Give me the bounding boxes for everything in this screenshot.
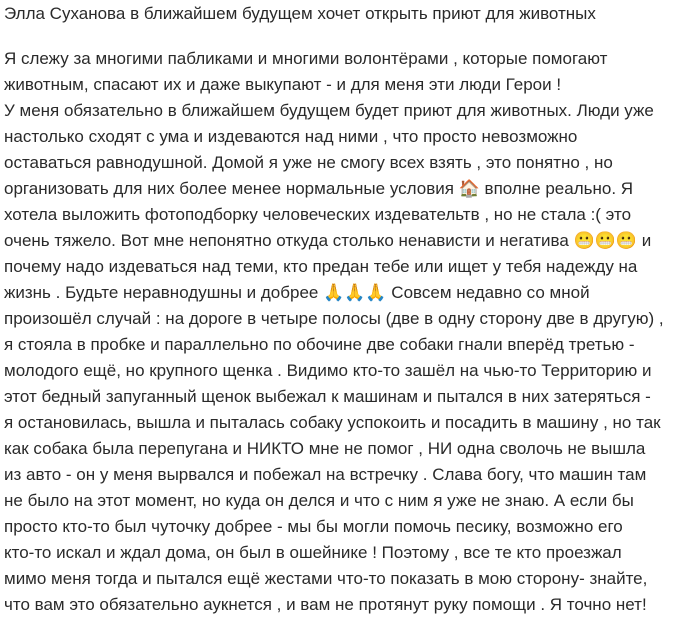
post-line: молодого ещё, но крупного щенка . Видимо кто-то зашёл на чью-то Территорию и bbox=[4, 361, 652, 380]
post-line: как собака была перепугана и НИКТО мне не помог , НИ одна сволочь не вышла bbox=[4, 439, 646, 458]
post-line: очень тяжело. Вот мне непонятно откуда столько ненависти и негатива 😬😬😬 и bbox=[4, 231, 652, 250]
post-line: оставаться равнодушной. Домой я уже не смогу всех взять , это понятно , но bbox=[4, 153, 613, 172]
post-line: кто-то искал и ждал дома, он был в ошейнике ! Поэтому , все те кто проезжал bbox=[4, 543, 622, 562]
post-line: что вам это обязательно аукнется , и вам не протянут руку помощи . Я точно нет! bbox=[4, 595, 647, 614]
post-line: произошёл случай : на дороге в четыре полосы (две в одну сторону две в другую) , bbox=[4, 309, 664, 328]
post-line: хотела выложить фотоподборку человеческих издевательтв , но не стала :( это bbox=[4, 205, 632, 224]
post-line: жизнь . Будьте неравнодушны и добрее 🙏🙏🙏 Совсем недавно со мной bbox=[4, 283, 590, 302]
post-line: У меня обязательно в ближайшем будущем будет приют для животных. Люди уже bbox=[4, 101, 654, 120]
post-line: мимо меня тогда и пытался ещё жестами что-то показать в мою сторону- знайте, bbox=[4, 569, 648, 588]
post-title: Элла Суханова в ближайшем будущем хочет открыть приют для животных bbox=[4, 4, 596, 23]
post-line: животным, спасают их и даже выкупают - и для меня эти люди Герои ! bbox=[4, 75, 562, 94]
post-line: настолько сходят с ума и издеваются над ними , что просто невозможно bbox=[4, 127, 578, 146]
post-line: я остановилась, вышла и пыталась собаку успокоить и посадить в машину , но так bbox=[4, 413, 661, 432]
post-line: не было на этот момент, но куда он делся и что с ним я уже не знаю. А если бы bbox=[4, 491, 634, 510]
post-line: этот бедный запуганный щенок выбежал к машинам и пытался в них затеряться - bbox=[4, 387, 651, 406]
post-line: организовать для них более менее нормальные условия 🏠 вполне реально. Я bbox=[4, 179, 634, 198]
post-line: из авто - он у меня вырвался и побежал на встречку . Слава богу, что машин там bbox=[4, 465, 647, 484]
post-line: просто кто-то был чуточку добрее - мы бы могли помочь песику, возможно его bbox=[4, 517, 623, 536]
post-line: Я слежу за многими пабликами и многими волонтёрами , которые помогают bbox=[4, 49, 608, 68]
post-line: почему надо издеваться над теми, кто предан тебе или ищет у тебя надежду на bbox=[4, 257, 638, 276]
post-line: я стояла в пробке и параллельно по обочине две собаки гнали вперёд третью - bbox=[4, 335, 635, 354]
